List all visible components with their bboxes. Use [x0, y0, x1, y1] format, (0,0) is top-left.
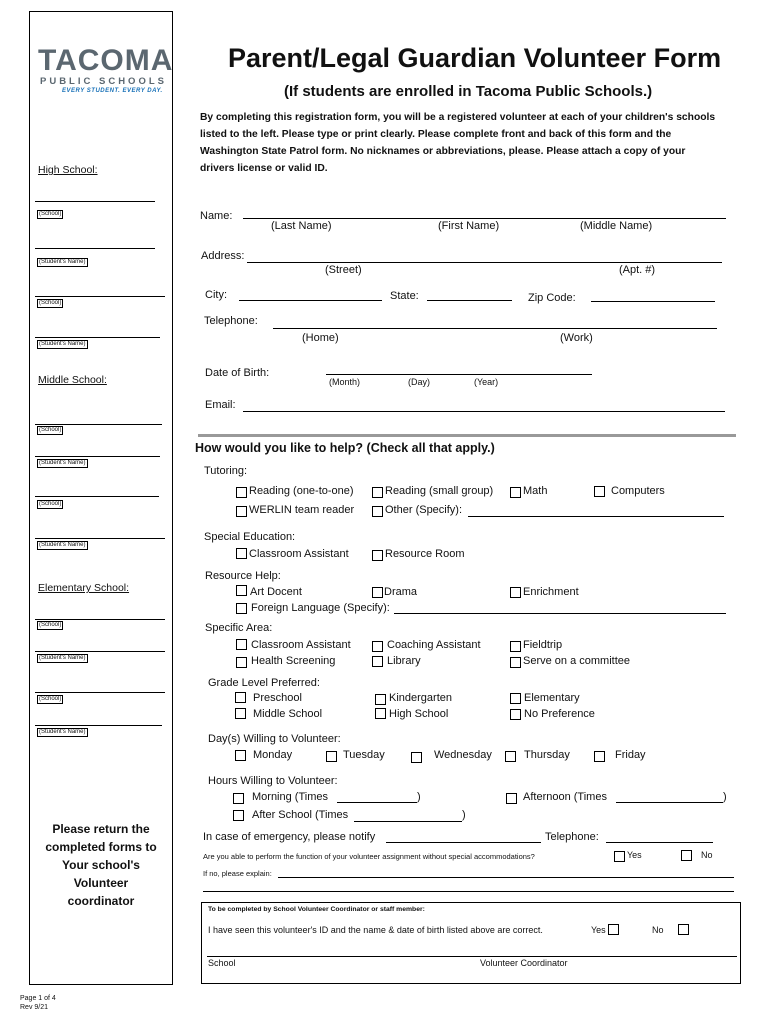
day-caption: (Day) [408, 377, 430, 387]
school-caption: (School) [39, 622, 62, 628]
committee-checkbox[interactable] [510, 657, 521, 668]
hours-heading: Hours Willing to Volunteer: [208, 775, 338, 787]
student-caption: (Student's Name) [39, 341, 86, 347]
enrichment-label: Enrichment [523, 586, 579, 598]
student-line[interactable] [35, 456, 160, 457]
elementary-school-heading: Elementary School: [38, 582, 130, 594]
explain-field-line-2[interactable] [203, 891, 734, 892]
district-logo: TACOMA [38, 44, 174, 77]
home-caption: (Home) [302, 332, 339, 344]
morning-close-paren: ) [417, 791, 421, 803]
emergency-telephone-label: Telephone: [545, 831, 599, 843]
staff-yes-label: Yes [591, 925, 606, 935]
middle-school-checkbox[interactable] [235, 708, 246, 719]
address-field[interactable] [247, 262, 722, 263]
email-label: Email: [205, 399, 236, 411]
student-caption: (Student's Name) [39, 259, 86, 265]
school-line[interactable] [35, 496, 159, 497]
staff-no-label: No [652, 925, 664, 935]
friday-checkbox[interactable] [594, 751, 605, 762]
coaching-assistant-label: Coaching Assistant [387, 639, 481, 651]
other-specify-label: Other (Specify): [385, 504, 463, 516]
school-line[interactable] [35, 296, 165, 297]
afternoon-close-paren: ) [723, 791, 727, 803]
school-line[interactable] [35, 692, 165, 693]
student-line[interactable] [35, 248, 155, 249]
afternoon-times-field[interactable] [616, 802, 723, 803]
year-caption: (Year) [474, 377, 499, 387]
help-section-title: How would you like to help? (Check all that apply.) [195, 441, 495, 455]
school-caption: (School) [39, 696, 62, 702]
art-docent-label: Art Docent [250, 586, 302, 598]
first-name-caption: (First Name) [438, 220, 500, 232]
other-specify-field[interactable] [468, 516, 724, 517]
page-footer: Page 1 of 4 Rev 9/21 [20, 995, 56, 1011]
computers-label: Computers [611, 485, 665, 497]
accommodations-no-label: No [701, 850, 713, 860]
reading-small-label: Reading (small group) [385, 485, 494, 497]
classroom-assistant-checkbox[interactable] [236, 548, 247, 559]
afternoon-checkbox[interactable] [506, 793, 517, 804]
staff-statement: I have seen this volunteer's ID and the name & date of birth listed above are correct. [208, 925, 543, 935]
high-school-heading: High School: [38, 164, 98, 176]
middle-name-caption: (Middle Name) [580, 220, 653, 232]
art-docent-checkbox[interactable] [236, 585, 247, 596]
student-line[interactable] [35, 725, 162, 726]
computers-checkbox[interactable] [594, 486, 605, 497]
coaching-assistant-checkbox[interactable] [372, 641, 383, 652]
month-caption: (Month) [329, 377, 361, 387]
tuesday-checkbox[interactable] [326, 751, 337, 762]
monday-label: Monday [253, 749, 293, 761]
no-preference-label: No Preference [524, 708, 595, 720]
zip-label: Zip Code: [528, 292, 576, 304]
form-title: Parent/Legal Guardian Volunteer Form [228, 43, 722, 73]
library-label: Library [387, 655, 421, 667]
no-preference-checkbox[interactable] [510, 709, 521, 720]
dob-label: Date of Birth: [205, 367, 270, 379]
staff-no-checkbox[interactable] [678, 924, 689, 935]
morning-label: Morning (Times [252, 791, 328, 803]
grade-level-heading: Grade Level Preferred: [208, 677, 320, 689]
middle-school-heading: Middle School: [38, 374, 107, 386]
other-specify-checkbox[interactable] [372, 506, 383, 517]
staff-coordinator-caption: Volunteer Coordinator [480, 958, 568, 968]
drama-checkbox[interactable] [372, 587, 383, 598]
school-caption: (School) [39, 300, 62, 306]
section-divider [198, 434, 736, 437]
foreign-language-checkbox[interactable] [236, 603, 247, 614]
work-caption: (Work) [560, 332, 593, 344]
classroom-assistant-area-checkbox[interactable] [236, 639, 247, 650]
kindergarten-checkbox[interactable] [375, 694, 386, 705]
reading-small-checkbox[interactable] [372, 487, 383, 498]
wednesday-checkbox[interactable] [411, 752, 422, 763]
city-label: City: [205, 289, 227, 301]
preschool-label: Preschool [253, 692, 302, 704]
specific-area-heading: Specific Area: [205, 622, 273, 634]
morning-checkbox[interactable] [233, 793, 244, 804]
library-checkbox[interactable] [372, 656, 383, 667]
after-school-times-field[interactable] [354, 821, 462, 822]
accommodations-yes-label: Yes [627, 850, 642, 860]
staff-verification-box [201, 902, 741, 984]
middle-school-label: Middle School [253, 708, 323, 720]
form-subtitle: (If students are enrolled in Tacoma Public Schools.) [284, 83, 653, 100]
enrichment-checkbox[interactable] [510, 587, 521, 598]
elementary-label: Elementary [524, 692, 580, 704]
fieldtrip-checkbox[interactable] [510, 641, 521, 652]
apt-caption: (Apt. #) [619, 264, 656, 276]
days-heading: Day(s) Willing to Volunteer: [208, 733, 341, 745]
if-no-explain-label: If no, please explain: [203, 869, 272, 878]
werlin-label: WERLIN team reader [249, 504, 355, 516]
math-checkbox[interactable] [510, 487, 521, 498]
last-name-caption: (Last Name) [271, 220, 332, 232]
name-field[interactable] [243, 218, 726, 219]
form-instructions: By completing this registration form, you will be a registered volunteer at each of your children's schools listed to the left. Please type or print clearly. Please complete front and back of this form and the Washington State Patrol form. No nicknames or abbreviations, please. Please attach a copy of your drivers license or valid ID. [200, 112, 716, 174]
thursday-label: Thursday [524, 749, 570, 761]
tuesday-label: Tuesday [343, 749, 385, 761]
state-label: State: [390, 290, 419, 302]
friday-label: Friday [615, 749, 646, 761]
school-caption: (School) [39, 211, 62, 217]
emergency-label: In case of emergency, please notify [203, 831, 376, 843]
reading-one-checkbox[interactable] [236, 487, 247, 498]
resource-room-checkbox[interactable] [372, 550, 383, 561]
classroom-assistant-area-label: Classroom Assistant [251, 639, 351, 651]
math-label: Math [523, 485, 548, 497]
name-label: Name: [200, 210, 233, 222]
staff-signature-line[interactable] [207, 956, 737, 957]
emergency-contact-field[interactable] [386, 842, 541, 843]
high-school-label: High School [389, 708, 449, 720]
state-field[interactable] [427, 300, 512, 301]
tutoring-heading: Tutoring: [204, 465, 248, 477]
telephone-field[interactable] [273, 328, 717, 329]
committee-label: Serve on a committee [523, 655, 630, 667]
accommodations-question: Are you able to perform the function of your volunteer assignment without special accommodations? [203, 852, 535, 861]
after-school-close-paren: ) [462, 809, 466, 821]
staff-school-caption: School [208, 958, 236, 968]
emergency-telephone-field[interactable] [606, 842, 713, 843]
city-field[interactable] [239, 300, 382, 301]
after-school-checkbox[interactable] [233, 810, 244, 821]
staff-yes-checkbox[interactable] [608, 924, 619, 935]
dob-field[interactable] [326, 374, 592, 375]
school-line[interactable] [35, 424, 162, 425]
high-school-checkbox[interactable] [375, 708, 386, 719]
elementary-checkbox[interactable] [510, 693, 521, 704]
afternoon-label: Afternoon (Times [523, 791, 607, 803]
student-caption: (Student's Name) [39, 460, 86, 466]
thursday-checkbox[interactable] [505, 751, 516, 762]
email-field[interactable] [243, 411, 725, 412]
foreign-language-label: Foreign Language (Specify): [251, 602, 390, 614]
resource-room-label: Resource Room [385, 548, 465, 560]
school-caption: (School) [39, 501, 62, 507]
wednesday-label: Wednesday [434, 749, 492, 761]
school-caption: (School) [39, 427, 62, 433]
kindergarten-label: Kindergarten [389, 692, 452, 704]
werlin-checkbox[interactable] [236, 506, 247, 517]
student-caption: (Student's Name) [39, 542, 86, 548]
resource-help-heading: Resource Help: [205, 570, 281, 582]
address-label: Address: [201, 250, 245, 262]
reading-one-label: Reading (one-to-one) [249, 485, 354, 497]
after-school-label: After School (Times [252, 809, 349, 821]
student-line[interactable] [35, 651, 165, 652]
fieldtrip-label: Fieldtrip [523, 639, 563, 651]
staff-heading: To be completed by School Volunteer Coordinator or staff member: [208, 906, 425, 913]
telephone-label: Telephone: [204, 315, 258, 327]
special-ed-heading: Special Education: [204, 531, 296, 543]
return-instructions: Please return the completed forms to Your school's Volunteer coordinator [45, 822, 157, 908]
school-line[interactable] [35, 619, 165, 620]
preschool-checkbox[interactable] [235, 692, 246, 703]
monday-checkbox[interactable] [235, 750, 246, 761]
accommodations-yes-checkbox[interactable] [614, 851, 625, 862]
student-caption: (Student's Name) [39, 655, 86, 661]
classroom-assistant-label: Classroom Assistant [249, 548, 349, 560]
street-caption: (Street) [325, 264, 362, 276]
accommodations-no-checkbox[interactable] [681, 850, 692, 861]
health-screening-label: Health Screening [251, 655, 336, 667]
student-line[interactable] [35, 337, 160, 338]
drama-label: Drama [384, 586, 418, 598]
student-line[interactable] [35, 538, 165, 539]
logo-subtitle: PUBLIC SCHOOLS [40, 76, 167, 87]
student-caption: (Student's Name) [39, 729, 86, 735]
morning-times-field[interactable] [337, 802, 417, 803]
foreign-language-field[interactable] [394, 613, 726, 614]
explain-field[interactable] [278, 877, 734, 878]
health-screening-checkbox[interactable] [236, 657, 247, 668]
school-line[interactable] [35, 201, 155, 202]
logo-tagline: EVERY STUDENT. EVERY DAY. [62, 88, 163, 94]
zip-field[interactable] [591, 301, 715, 302]
